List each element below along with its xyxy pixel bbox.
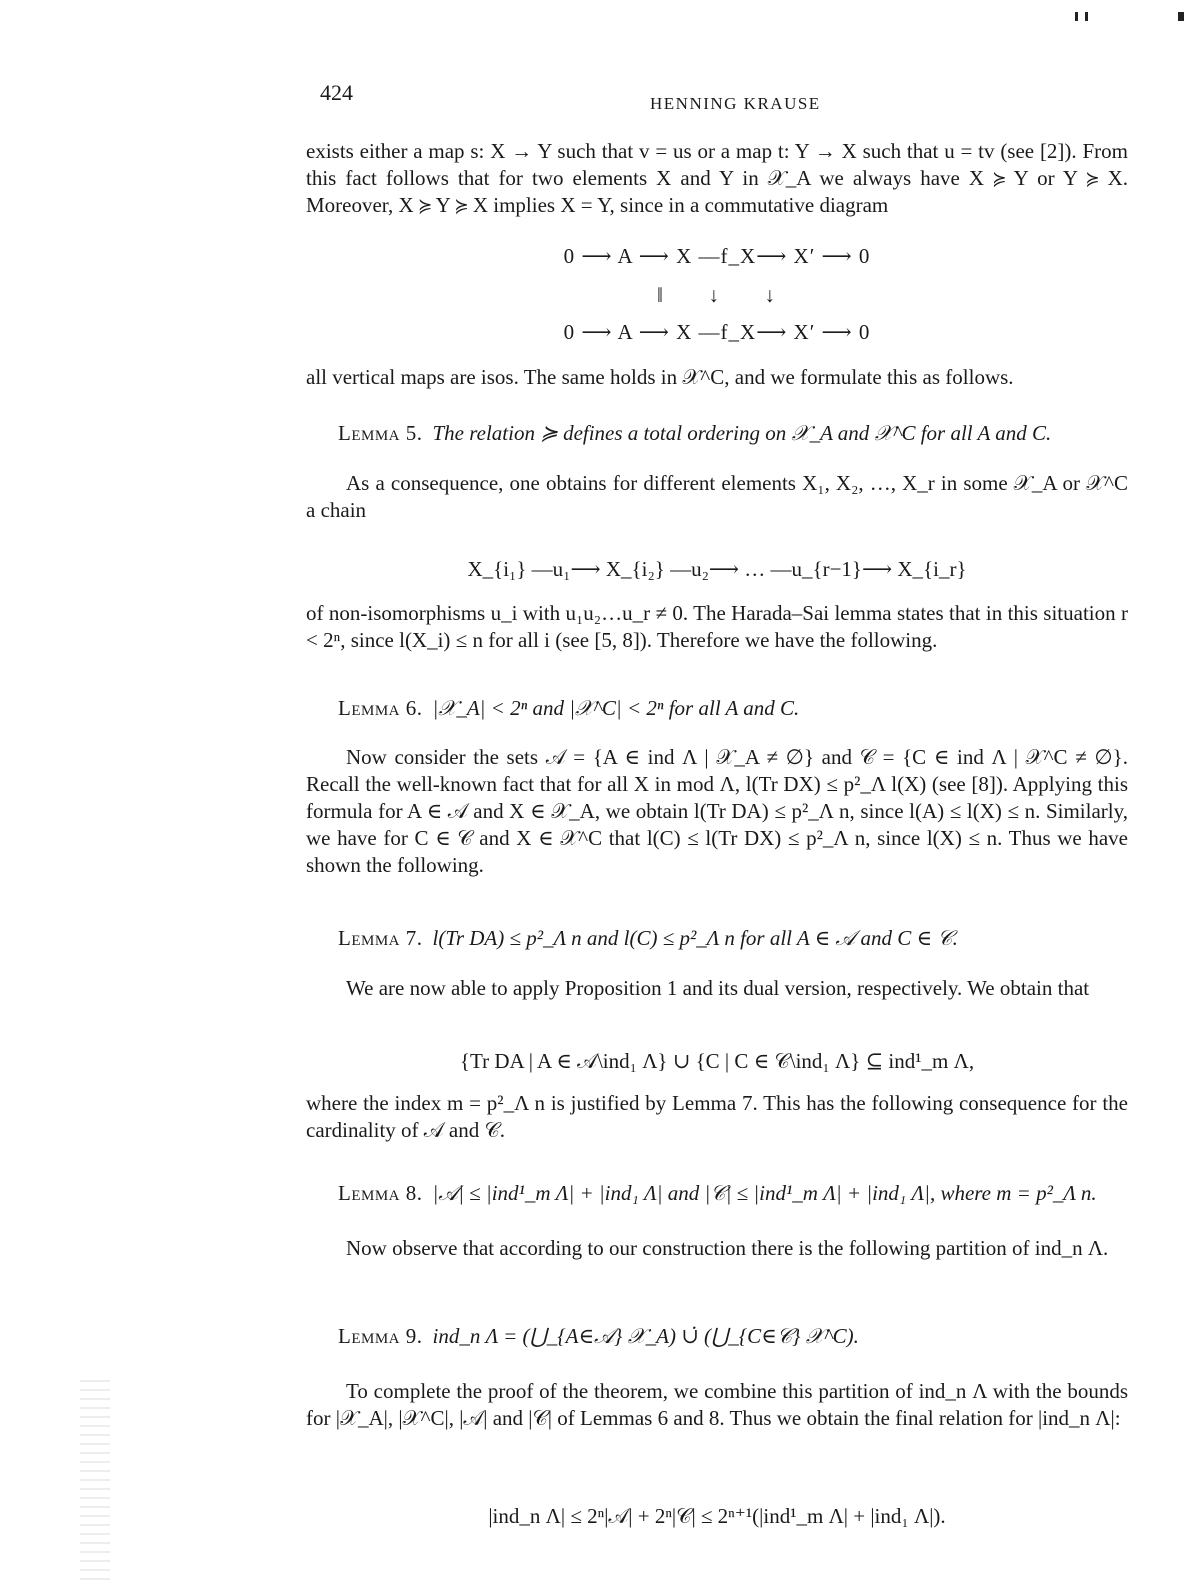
paragraph-9: To complete the proof of the theorem, we combine this partition of ind_n Λ with the bounds for |𝒳_A|, |𝒳^C|, |𝒜| and |𝒞| of Lemmas 6 and 8. Thus we obtain the final relation for |ind_n Λ|: — [306, 1379, 1128, 1430]
paragraph-1: exists either a map s: X → Y such that v = us or a map t: Y → X such that u = tv (see [2]). From this fact follows that for two elements X and Y in 𝒳_A we always have X ≽ Y or Y ≽ X. Moreover, X ≽ Y ≽ X implies X = Y, since in a commutative diagram — [306, 139, 1128, 217]
page-number: 424 — [320, 80, 353, 105]
diagram-bottom-row: 0 ⟶ A ⟶ X —f_X⟶ X′ ⟶ 0 — [563, 320, 871, 344]
diagram-top-row: 0 ⟶ A ⟶ X —f_X⟶ X′ ⟶ 0 — [563, 244, 871, 268]
lemma-5-label: Lemma 5. — [338, 421, 423, 445]
lemma-8-label: Lemma 8. — [338, 1181, 423, 1205]
diagram-vertical-maps: ‖ ↓ ↓ — [657, 283, 777, 307]
paragraph-5: Now consider the sets 𝒜 = {A ∈ ind Λ | 𝒳_A ≠ ∅} and 𝒞 = {C ∈ ind Λ | 𝒳^C ≠ ∅}. Recall the well-known fact that for all X in mod Λ, l(Tr DX) ≤ p²_Λ l(X) (see [8]). Applying this formula for A ∈ 𝒜 and X ∈ 𝒳_A, we obtain l(Tr DA) ≤ p²_Λ n, since l(A) ≤ l(X) ≤ n. Similarly, we have for C ∈ 𝒞 and X ∈ 𝒳^C that l(C) ≤ l(Tr DX) ≤ p²_Λ n, since l(X) ≤ n. Thus we have shown the following. — [306, 745, 1128, 877]
lemma-8-statement: |𝒜| ≤ |ind¹_m Λ| + |ind₁ Λ| and |𝒞| ≤ |ind¹_m Λ| + |ind₁ Λ|, where m = p²_Λ n. — [432, 1181, 1097, 1205]
running-head: HENNING KRAUSE — [650, 94, 821, 113]
paragraph-7: where the index m = p²_Λ n is justified by Lemma 7. This has the following consequence for the cardinality of 𝒜 and 𝒞. — [306, 1091, 1128, 1142]
lemma-6 — [338, 695, 1138, 722]
lemma-6-statement: |𝒳_A| < 2ⁿ and |𝒳^C| < 2ⁿ for all A and C. — [432, 696, 800, 720]
chain-display: X_{i₁} —u₁⟶ X_{i₂} —u₂⟶ … —u_{r−1}⟶ X_{i_r} — [467, 557, 967, 581]
lemma-7 — [338, 925, 1138, 952]
lemma-5 — [338, 420, 1138, 447]
display-inclusion: {Tr DA | A ∈ 𝒜\ind₁ Λ} ∪ {C | C ∈ 𝒞\ind₁ Λ} ⊆ ind¹_m Λ, — [459, 1049, 975, 1073]
lemma-5-statement: The relation ≽ defines a total ordering on 𝒳_A and 𝒳^C for all A and C. — [432, 421, 1052, 445]
lemma-6-label: Lemma 6. — [338, 696, 423, 720]
paragraph-3: As a consequence, one obtains for different elements X₁, X₂, …, X_r in some 𝒳_A or 𝒳^C a chain — [306, 471, 1128, 522]
scan-mark — [1178, 12, 1184, 21]
paragraph-6: We are now able to apply Proposition 1 and its dual version, respectively. We obtain that — [346, 976, 1090, 1000]
lemma-8 — [338, 1180, 1138, 1207]
scan-mark — [1075, 12, 1078, 21]
scan-bleed-through — [80, 1380, 110, 1580]
display-final-bound: |ind_n Λ| ≤ 2ⁿ|𝒜| + 2ⁿ|𝒞| ≤ 2ⁿ⁺¹(|ind¹_m Λ| + |ind₁ Λ|). — [488, 1504, 946, 1528]
lemma-9-label: Lemma 9. — [338, 1324, 423, 1348]
lemma-7-label: Lemma 7. — [338, 926, 423, 950]
paragraph-4: of non-isomorphisms u_i with u₁u₂…u_r ≠ 0. The Harada–Sai lemma states that in this situation r < 2ⁿ, since l(X_i) ≤ n for all i (see [5, 8]). Therefore we have the following. — [306, 601, 1128, 652]
lemma-9-statement: ind_n Λ = (⋃_{A∈𝒜} 𝒳_A) ∪̇ (⋃_{C∈𝒞} 𝒳^C). — [432, 1324, 859, 1348]
scan-mark — [1085, 12, 1088, 21]
paragraph-8: Now observe that according to our construction there is the following partition of ind_n Λ. — [346, 1236, 1109, 1260]
lemma-9 — [338, 1323, 1138, 1350]
paragraph-2: all vertical maps are isos. The same holds in 𝒳^C, and we formulate this as follows. — [306, 365, 1014, 389]
lemma-7-statement: l(Tr DA) ≤ p²_Λ n and l(C) ≤ p²_Λ n for all A ∈ 𝒜 and C ∈ 𝒞. — [432, 926, 958, 950]
